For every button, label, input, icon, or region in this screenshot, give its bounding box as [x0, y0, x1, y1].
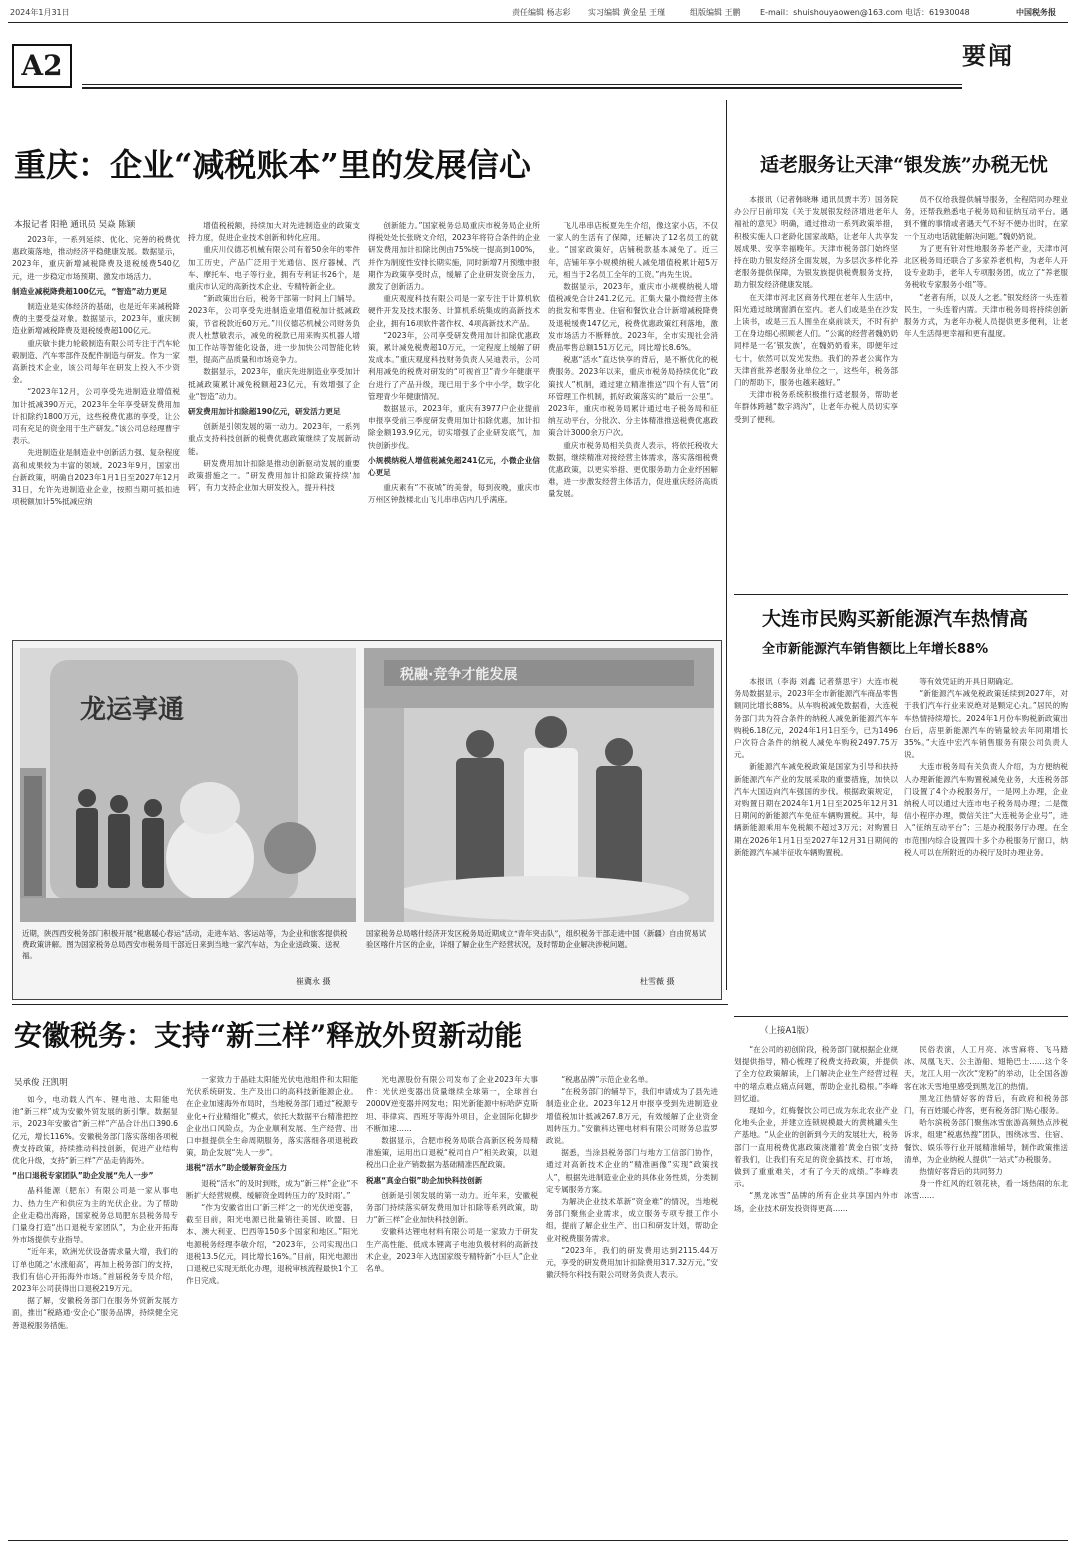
- body-paragraph: 在天津市河北区商务代理在老年人生活中，阳光通过玻璃窗洒在室内。老人们或是坐在沙发上读书，或是三五人围坐在桌前谈天，不时有护工在身边细心照顾老人们。“公寓的经营者魏奶奶同样是一名‘银发族’，在魏奶奶看来，即便年过七十，依然可以发光发热。我们的养老公寓作为天津首批养老服务业单位之一，这些年，税务部门的帮助下，服务也越来越好。”: [734, 292, 898, 388]
- article-dalian-col-2: [904, 676, 1068, 994]
- photo-kashgar-banner: 税融·竞争才能发展: [400, 667, 518, 683]
- body-paragraph: 光电源股份有限公司发布了企业2023年大事件：光伏逆变器出货量继续全球第一，全球首台2000V逆变器并网发电；阳光新能源中标哈萨克斯坦、菲律宾、西班牙等海外项目，企业国际化脚步不断加速……: [366, 1075, 538, 1133]
- body-paragraph: 据了解，安徽税务部门在服务外贸新发展方面，推出“税路通·安企心”服务品牌，持续健全完善退税服务措施。: [12, 1296, 178, 1330]
- body-paragraph: 哈尔滨税务部门聚焦冰雪旅游高频热点涉税诉求，组建“税惠热搜”团队，围绕冰雪、住宿、餐饮、娱乐等行业开展精准辅导，制作政策推送清单，为企业纳税人提供“一站式”办税服务。: [904, 1118, 1068, 1164]
- body-paragraph: 税惠“活水”直达快享的背后，是不断优化的税费服务。2023年以来，重庆市税务局持续优化“政策找人”机制，通过建立精准推送“四个有人管”闭环管理工作机制，抓好政策落实的“最后一公里”。2023年，重庆市税务局累计通过电子税务局和征纳互动平台，分批次、分主体精准推送税费优惠政策合计3000余万户次。: [548, 355, 718, 438]
- rule-continued-top: [734, 1016, 1068, 1017]
- photo-kashgar-credit: 杜雪薇 摄: [640, 977, 675, 986]
- article-dalian-subhead: 全市新能源汽车销售额比上年增长88%: [762, 642, 989, 657]
- body-paragraph: 黑龙江热情好客的背后，有政府和税务部门，有百姓暖心待客，更有税务部门贴心服务。: [904, 1093, 1068, 1116]
- photo-kashgar-illustration: [364, 648, 714, 922]
- body-paragraph: 新能源汽车减免税政策是国家为引导和扶持新能源汽车产业的发展采取的重要措施，加快以汽车大国迈向汽车强国的步伐。根据政策规定，对购置日期在2024年1月1日至2025年12月31日期间的新能源汽车免征车辆购置税。其中，每辆新能源乘用车免税额不超过3万元；对购置日期在2026年1月1日至2027年12月31日期间的新能源汽车减半征收车辆购置税。: [734, 762, 898, 857]
- body-paragraph: “新能源汽车减免税政策延续到2027年，对于我们汽车行业来说绝对是颗定心丸。”居民的购车热情持续增长。2024年1月份车购税新政策出台后，店里新能源汽车的销量较去年同期增长35%。”大连中宏汽车销售服务有限公司负责人说。: [904, 689, 1068, 760]
- sub-heading: 制造业减税降费超100亿元，“智造”动力更足: [12, 286, 167, 296]
- article-chongqing-col-4: [548, 220, 718, 626]
- header-email: E-mail：shuishouyaowen@163.com: [760, 8, 903, 17]
- body-paragraph: “2023年，我们的研发费用达到2115.44万元，享受的研发费用加计扣除费用317.32万元。”安徽沃特尔科技有限公司财务负责人表示。: [546, 1245, 718, 1280]
- header-phone: 电话：61930048: [905, 8, 970, 17]
- photo-xian-caption: 近期，陕西西安税务部门积极开展“税惠暖心春运”活动，走进车站、客运站等，为企业和旅客提供税费政策讲解。图为国家税务总局西安市税务局干部近日来到当地一家汽车站，为企业送政策、送祝福。: [22, 929, 348, 960]
- article-tianjin-col-2: [904, 194, 1068, 584]
- article-anhui-col-2: [186, 1074, 358, 1534]
- article-chongqing-byline: 本报记者 阳艳 通讯员 吴焱 陈颖: [14, 220, 136, 230]
- body-paragraph: 2023年，一系列延续、优化、完善的税费优惠政策落地，推动经济平稳健康发展。数据显示，2023年，重庆新增减税降费及退税缓费540亿元，进一步稳定市场预期、激发市场活力。: [12, 235, 180, 281]
- body-paragraph: 本报讯（李海 刘鑫 记者蔡思宇）大连市税务局数据显示，2023年全市新能源汽车商品零售额同比增长88%。从车购税减免数据看，大连税务部门共为符合条件的纳税人减免新能源汽车车购税6.18亿元，2024年1月1日至今，已为1496户次符合条件的纳税人减免车购税2497.75万元。: [734, 677, 898, 760]
- sub-heading: “出口退税专家团队”助企发展“先人一步”: [12, 1171, 154, 1181]
- body-paragraph: 重庆素有“不夜城”的美誉，每到夜晚，重庆市万州区钟鼓楼北山飞儿串串店内几乎满座。: [368, 483, 540, 505]
- body-paragraph: 天津市税务系统积极推行适老服务，帮助老年群体跨越“数字鸿沟”，让老年办税人员切实享受到了便利。: [734, 390, 898, 424]
- body-paragraph: 一家致力于晶硅太阳能光伏电池组件和太阳能光伏系统研发、生产及出口的高科技新能源企业。在企业加速海外布局时，当地税务部门通过“税源专业化+行业精细化”模式，依托大数据平台精准把控企业出口风险点，为企业顺利发展、生产经营、出口申报提供全生命周期服务，落实落细各项退税政策，助企发展“先人一步”。: [186, 1075, 358, 1158]
- body-paragraph: “近年来，欧洲光伏设备需求量大增，我们的订单也随之‘水涨船高’，再加上税务部门的支持，我们有信心开拓海外市场。”首届税务专员介绍，2023年公司获得出口退税219万元。: [12, 1247, 178, 1294]
- photo-xian-illustration: [20, 648, 356, 922]
- body-paragraph: “作为安徽省出口‘新三样’之一的光伏逆变器，截至目前，阳光电源已批量销往美国、欧盟、日本、澳大利亚、巴西等150多个国家和地区。”阳光电源税务经理李敏介绍，“2023年，公司实现出口退税13.5亿元，同比增长16%。”目前，阳光电源出口退税已实现无纸化办理，退税审核流程最快1个工作日完成。: [186, 1203, 358, 1286]
- article-anhui-byline: 吴承俊 汪凯明: [14, 1078, 68, 1088]
- body-paragraph: 为解决企业技术革新“资金难”的情况，当地税务部门聚焦企业需求，成立服务专项专报工作小组，提前了解企业生产、出口和研发计划，帮助企业对税费服务需求。: [546, 1197, 718, 1243]
- article-heilongjiang-col-1: [734, 1044, 898, 1534]
- body-paragraph: 热情好客背后的共同努力: [919, 1167, 1003, 1177]
- body-paragraph: 据悉，当涂县税务部门与地方工信部门协作，通过对高新技术企业的“精准画像”实现“政策找人”，根据先进制造业企业的具体业务性质，分类制定专属服务方案。: [546, 1148, 718, 1194]
- body-paragraph: 重庆市税务局相关负责人表示，将依托税收大数据，继续精准对接经营主体需求，落实落细税费优惠政策，以更实举措、更优服务助力企业纾困解难，进一步激发经营主体活力，促进重庆经济高质量发展。: [548, 440, 718, 499]
- body-paragraph: 数据显示，2023年，重庆先进制造业享受加计抵减政策累计减免税额超23亿元，有效增强了企业“智造”动力。: [188, 367, 360, 401]
- article-dalian-headline: 大连市民购买新能源汽车热情高: [762, 608, 1029, 630]
- header-paper-name: 中国税务报: [1016, 8, 1056, 17]
- body-paragraph: “老者有所，以及人之老。”银发经济一头连着民生，一头连着内需。天津市税务局将持续创新服务方式，为老年办税人员提供更多便利，让老年人生活得更幸福和更有温度。: [904, 292, 1068, 339]
- article-anhui-headline: 安徽税务：支持“新三样”释放外贸新动能: [14, 1019, 523, 1052]
- body-paragraph: “在公司的初创阶段，税务部门就根据企业规划提供指导，精心梳理了税费支持政策，并提供了全方位政策解读，上门解决企业生产经营过程中的堵点难点痛点问题，帮助企业扎稳根。”李峰回忆道。: [734, 1045, 898, 1103]
- body-paragraph: “在税务部门的辅导下，我们申请成为了县先进制造业企业。2023年12月申报享受到先进制造业增值税加计抵减267.8万元，有效缓解了企业资金周转压力。”安徽科达锂电材料有限公司财务总监罗政说。: [546, 1087, 718, 1146]
- body-paragraph: 如今，电动载人汽车、锂电池、太阳能电池“新三样”成为安徽外贸发展的新引擎。数据显示，2023年安徽省“新三样”产品合计出口390.6亿元，增长116%。安徽税务部门落实落细各项税费支持政策，持续推动科技创新，促进产业结构优化升级，支持“新三样”产品走俏海外。: [12, 1095, 178, 1166]
- header-rule: [8, 22, 1068, 23]
- header-editor: 责任编辑 杨志彩: [512, 8, 571, 17]
- body-paragraph: 大连市税务局有关负责人介绍，为方便纳税人办理新能源汽车购置税减免业务，大连税务部门设置了4个办税服务厅，一是网上办理，企业纳税人可以通过大连市电子税务局办理；二是微信小程序办理，微信关注“大连税务企业号”，进入“征纳互动平台”；三是办税服务厅办理。在全市范围内综合设置四十多个办税服务厅窗口，纳税人可以在所附近的办税厅及时办理业务。: [904, 762, 1068, 857]
- header-date: 2024年1月31日: [10, 8, 70, 17]
- continued-from-label: （上接A1版）: [760, 1026, 814, 1036]
- body-paragraph: 重庆川仪德芯机械有限公司有着50余年的零件加工历史，产品广泛用于光通信、医疗器械、汽车、摩托车、电子等行业，拥有专利证书26个，是重庆市认定的高新技术企业、专精特新企业。: [188, 245, 360, 292]
- article-anhui-col-4: [546, 1074, 718, 1534]
- sub-heading: 研发费用加计扣除超190亿元，研发活力更足: [188, 407, 341, 417]
- body-paragraph: 数据显示，合肥市税务局联合高新区税务局精准施策，运用出口退税“税司自户”相关政策，以退税出口企业产销数据为基础精准匹配政策。: [366, 1136, 538, 1170]
- body-paragraph: 民俗表演，人工月亮、冰雪麻将、飞马踏冰、凤凰飞天、公主游船、翅艳巴士……这个冬天，龙江人用一次次“宠粉”的举动，让全国各游客在冰天雪地里感受到黑龙江的热情。: [904, 1045, 1068, 1091]
- rule-anhui-top: [12, 1004, 728, 1005]
- article-anhui-col-1: [12, 1094, 178, 1534]
- article-chongqing-col-2: [188, 220, 360, 626]
- body-paragraph: 创新是引领发展的第一动力。近年来，安徽税务部门持续落实研发费用加计扣除等系列政策，助力“新三样”企业加快科技创新。: [366, 1190, 538, 1225]
- body-paragraph: 数据显示，2023年，重庆有3977户企业提前申报享受前三季度研发费用加计扣除优惠，加计扣除金额193.9亿元，切实增强了企业研发底气，加快创新步伐。: [368, 404, 540, 450]
- body-paragraph: 重庆敏卡捷力轮毂制造有限公司专注于汽车轮毂制造、汽车零部件及配件制造与研发。作为一家高新技术企业，该公司每年在研发上投入不少资金。: [12, 338, 180, 385]
- body-paragraph: “2023年，公司享受研发费用加计扣除优惠政策，累计减免税费超10万元，一定程度上缓解了研发成本。”重庆观度科技财务负责人吴迪表示，公司利用减免的税费对研发的“可视首卫”青少年健康平台进行了产品升级，现已用于多个中小学，数字化管理青少年健康情况。: [368, 330, 540, 401]
- header-layout: 组版编辑 王鹏: [690, 8, 741, 17]
- page-number: A2: [12, 44, 72, 88]
- body-paragraph: 本报讯（记者韩晓琳 通讯员贾丰芳）国务院办公厅日前印发《关于发展银发经济增进老年人福祉的意见》明确，通过推动一系列政策举措，积极实施人口老龄化国家战略，让老年人共享发展成果、安享幸福晚年。天津市税务部门始终坚持在助力银发经济全面发展，为多层次多样化养老服务提供保障，为银发族提供税费服务支持，助力银发经济健康发展。: [734, 195, 898, 290]
- photo-kashgar-caption: 国家税务总局喀什经济开发区税务局近期成立“青年突击队”，组织税务干部走进中国（新疆）自由贸易试验区喀什片区的企业，详细了解企业生产经营状况，及时帮助企业解决涉税问题。: [366, 929, 707, 949]
- article-dalian-col-1: [734, 676, 898, 994]
- article-chongqing-col-3: [368, 220, 540, 626]
- body-paragraph: 安徽科达锂电材料有限公司是一家致力于研发生产高性能、低成本锂离子电池负极材料的高新技术企业，2023年入选国家级专精特新“小巨人”企业名单。: [366, 1227, 538, 1274]
- body-paragraph: 数据显示，2023年，重庆市小规模纳税人增值税减免合计241.2亿元。汇集大量小微经营主体的批发和零售业、住宿和餐饮业合计新增减税降费及退税缓费147亿元，税费优惠政策红利落地，激发市场活力不断释放。2023年，全市实现社会消费品零售总额151万亿元，同比增长8.6%。: [548, 282, 718, 353]
- article-tianjin-col-1: [734, 194, 898, 586]
- article-chongqing-col-1: [12, 234, 180, 626]
- article-chongqing-headline: 重庆：企业“减税账本”里的发展信心: [14, 146, 531, 184]
- body-paragraph: 晶科能源（肥东）有限公司是一家从事电力、热力生产和供应为主的光伏企业。为了帮助企业走稳出海路，国家税务总局肥东县税务局专门量身打造“出口退税专家团队”，为企业开拓海外市场提供专业指导。: [12, 1186, 178, 1245]
- photo-kashgar-tax-team: [364, 648, 714, 922]
- sub-heading: 退税“活水”助企缓解资金压力: [186, 1163, 288, 1173]
- body-paragraph: 创新能力。”国家税务总局重庆市税务局企业所得税处处长张晓文介绍，2023年将符合条件的企业研发费用加计扣除比例由75%统一提高到100%，并作为制度性安排长期实施，同时新增7月预缴申报期作为政策享受时点，缓解了企业研发资金压力，激发了创新活力。: [368, 221, 540, 292]
- article-tianjin-headline: 适老服务让天津“银发族”办税无忧: [760, 154, 1048, 176]
- section-title: 要闻: [962, 41, 1014, 70]
- body-paragraph: 退税“活水”的及时到账，成为“新三样”企业“不断扩大经营规模、缓解资金周转压力的‘及时雨’。”: [186, 1178, 358, 1200]
- body-paragraph: 为了更有针对性地服务养老产业，天津市河北区税务局还联合了多家养老机构，为老年人开设专业助手，老年人专项服务团，成立了“养老服务税收专家服务小组”等。: [904, 243, 1068, 290]
- body-paragraph: 身一件红风的红领花袂，看一场热闹的东北冰雪……: [904, 1179, 1068, 1201]
- page-header: [0, 0, 1076, 22]
- body-paragraph: 重庆观度科技有限公司是一家专注于计算机软硬件开发及技术服务、计算机系统集成的高新技术企业，拥有16项软件著作权、4项高新技术产品。: [368, 294, 540, 328]
- vertical-divider-right: [726, 100, 727, 990]
- sub-heading: 税惠“真金白银”助企加快科技创新: [366, 1175, 483, 1185]
- body-paragraph: 研发费用加计扣除是推动创新驱动发展的重要政策措施之一。“研发费用加计扣除政策持续‘加码’，有力支持企业加大研发投入，提升科技: [188, 458, 360, 493]
- article-anhui-col-3: [366, 1074, 538, 1534]
- body-paragraph: “黑龙冰雪”品牌的所有企业共享国内外市场，企业技术研发投资得更高……: [734, 1191, 898, 1213]
- body-paragraph: 现如今，红梅餐饮公司已成为东北农业产业化地头企业，并建立连锁规模最大的黄桃罐头生产基地。“从企业的创新到今天的发展壮大，税务部门一直用税费优惠政策浇灌着‘黄金白银’支持着我们，让我们有充足的资金搞技术、打市场，做到了重重难关，才有了今天的成绩。”李峰表示。: [734, 1106, 898, 1189]
- body-paragraph: “2023年12月，公司享受先进制造业增值税加计抵减390万元，2023年全年享受研发费用加计扣除约1800万元，这些税费优惠的享受，让公司有充足的资金用于生产研发。”该公司总经理曹宇表示。: [12, 387, 180, 446]
- body-paragraph: 先进制造业是制造业中创新活力强、复杂程度高和成果较为丰富的领域。2023年9月，国家出台新政策，明确自2023年1月1日至2027年12月31日，允许先进制造业企业，按照当期可抵扣进项税额加计5%抵减应纳: [12, 448, 180, 507]
- body-paragraph: 飞儿串串店板夏先生介绍，像这家小店，不仅一家人的生活有了保障，还解决了12名员工的就业。“国家政策好，店铺税款基本减免了。近三年，店铺年享小规模纳税人减免增值税累计超5万元，相当于2名员工全年的工资。”冉先生说。: [548, 221, 718, 279]
- footer-rule: [8, 1540, 1068, 1541]
- body-paragraph: 员不仅给我提供辅导服务，全程陪同办理业务，还帮我熟悉电子税务局和征纳互动平台。遇到不懂的事情或者遇天气不好不便办出时，在家一个互动电话就能解决问题。”魏奶奶说。: [904, 195, 1068, 241]
- top-rule-thick: [82, 87, 962, 89]
- rule-dalian-top: [734, 594, 1068, 595]
- top-rule: [82, 84, 962, 85]
- body-paragraph: “新政策出台后，税务干部第一时间上门辅导。2023年，公司享受先进制造业增值税加计抵减政策，节省税款近60万元。”川仪德芯机械公司财务负责人杜慧敏表示，减免的税款已用来购买机器人增加工作站等智能化设备，进一步加快公司智能化转型，提高产品质量和市场竞争力。: [188, 294, 360, 365]
- article-heilongjiang-col-2: [904, 1044, 1068, 1534]
- sub-heading: 小规模纳税人增值税减免超241亿元，小微企业信心更足: [368, 455, 540, 478]
- body-paragraph: 等有效凭证的开具日期确定。: [919, 677, 1018, 686]
- photo-xian-tax-officers: [20, 648, 356, 922]
- photo-xian-credit: 崔冀永 摄: [296, 977, 331, 986]
- body-paragraph: 增值税税额，持续加大对先进制造业的政策支持力度，促进企业技术创新和转化应用。: [188, 221, 360, 243]
- header-intern: 实习编辑 黄金星 王瑾: [588, 8, 666, 17]
- body-paragraph: 创新是引领发展的第一动力。2023年，一系列重点支持科技创新的税费优惠政策继续了发展新动能。: [188, 422, 360, 456]
- body-paragraph: “税惠品牌”示范企业名单。: [561, 1075, 653, 1084]
- body-paragraph: 制造业是实体经济的基础，也是近年来减税降费的主要受益对象。数据显示，2023年，重庆制造业新增减税降费及退税缓费超100亿元。: [12, 302, 180, 336]
- photo-xian-sign: 龙运享通: [80, 695, 185, 725]
